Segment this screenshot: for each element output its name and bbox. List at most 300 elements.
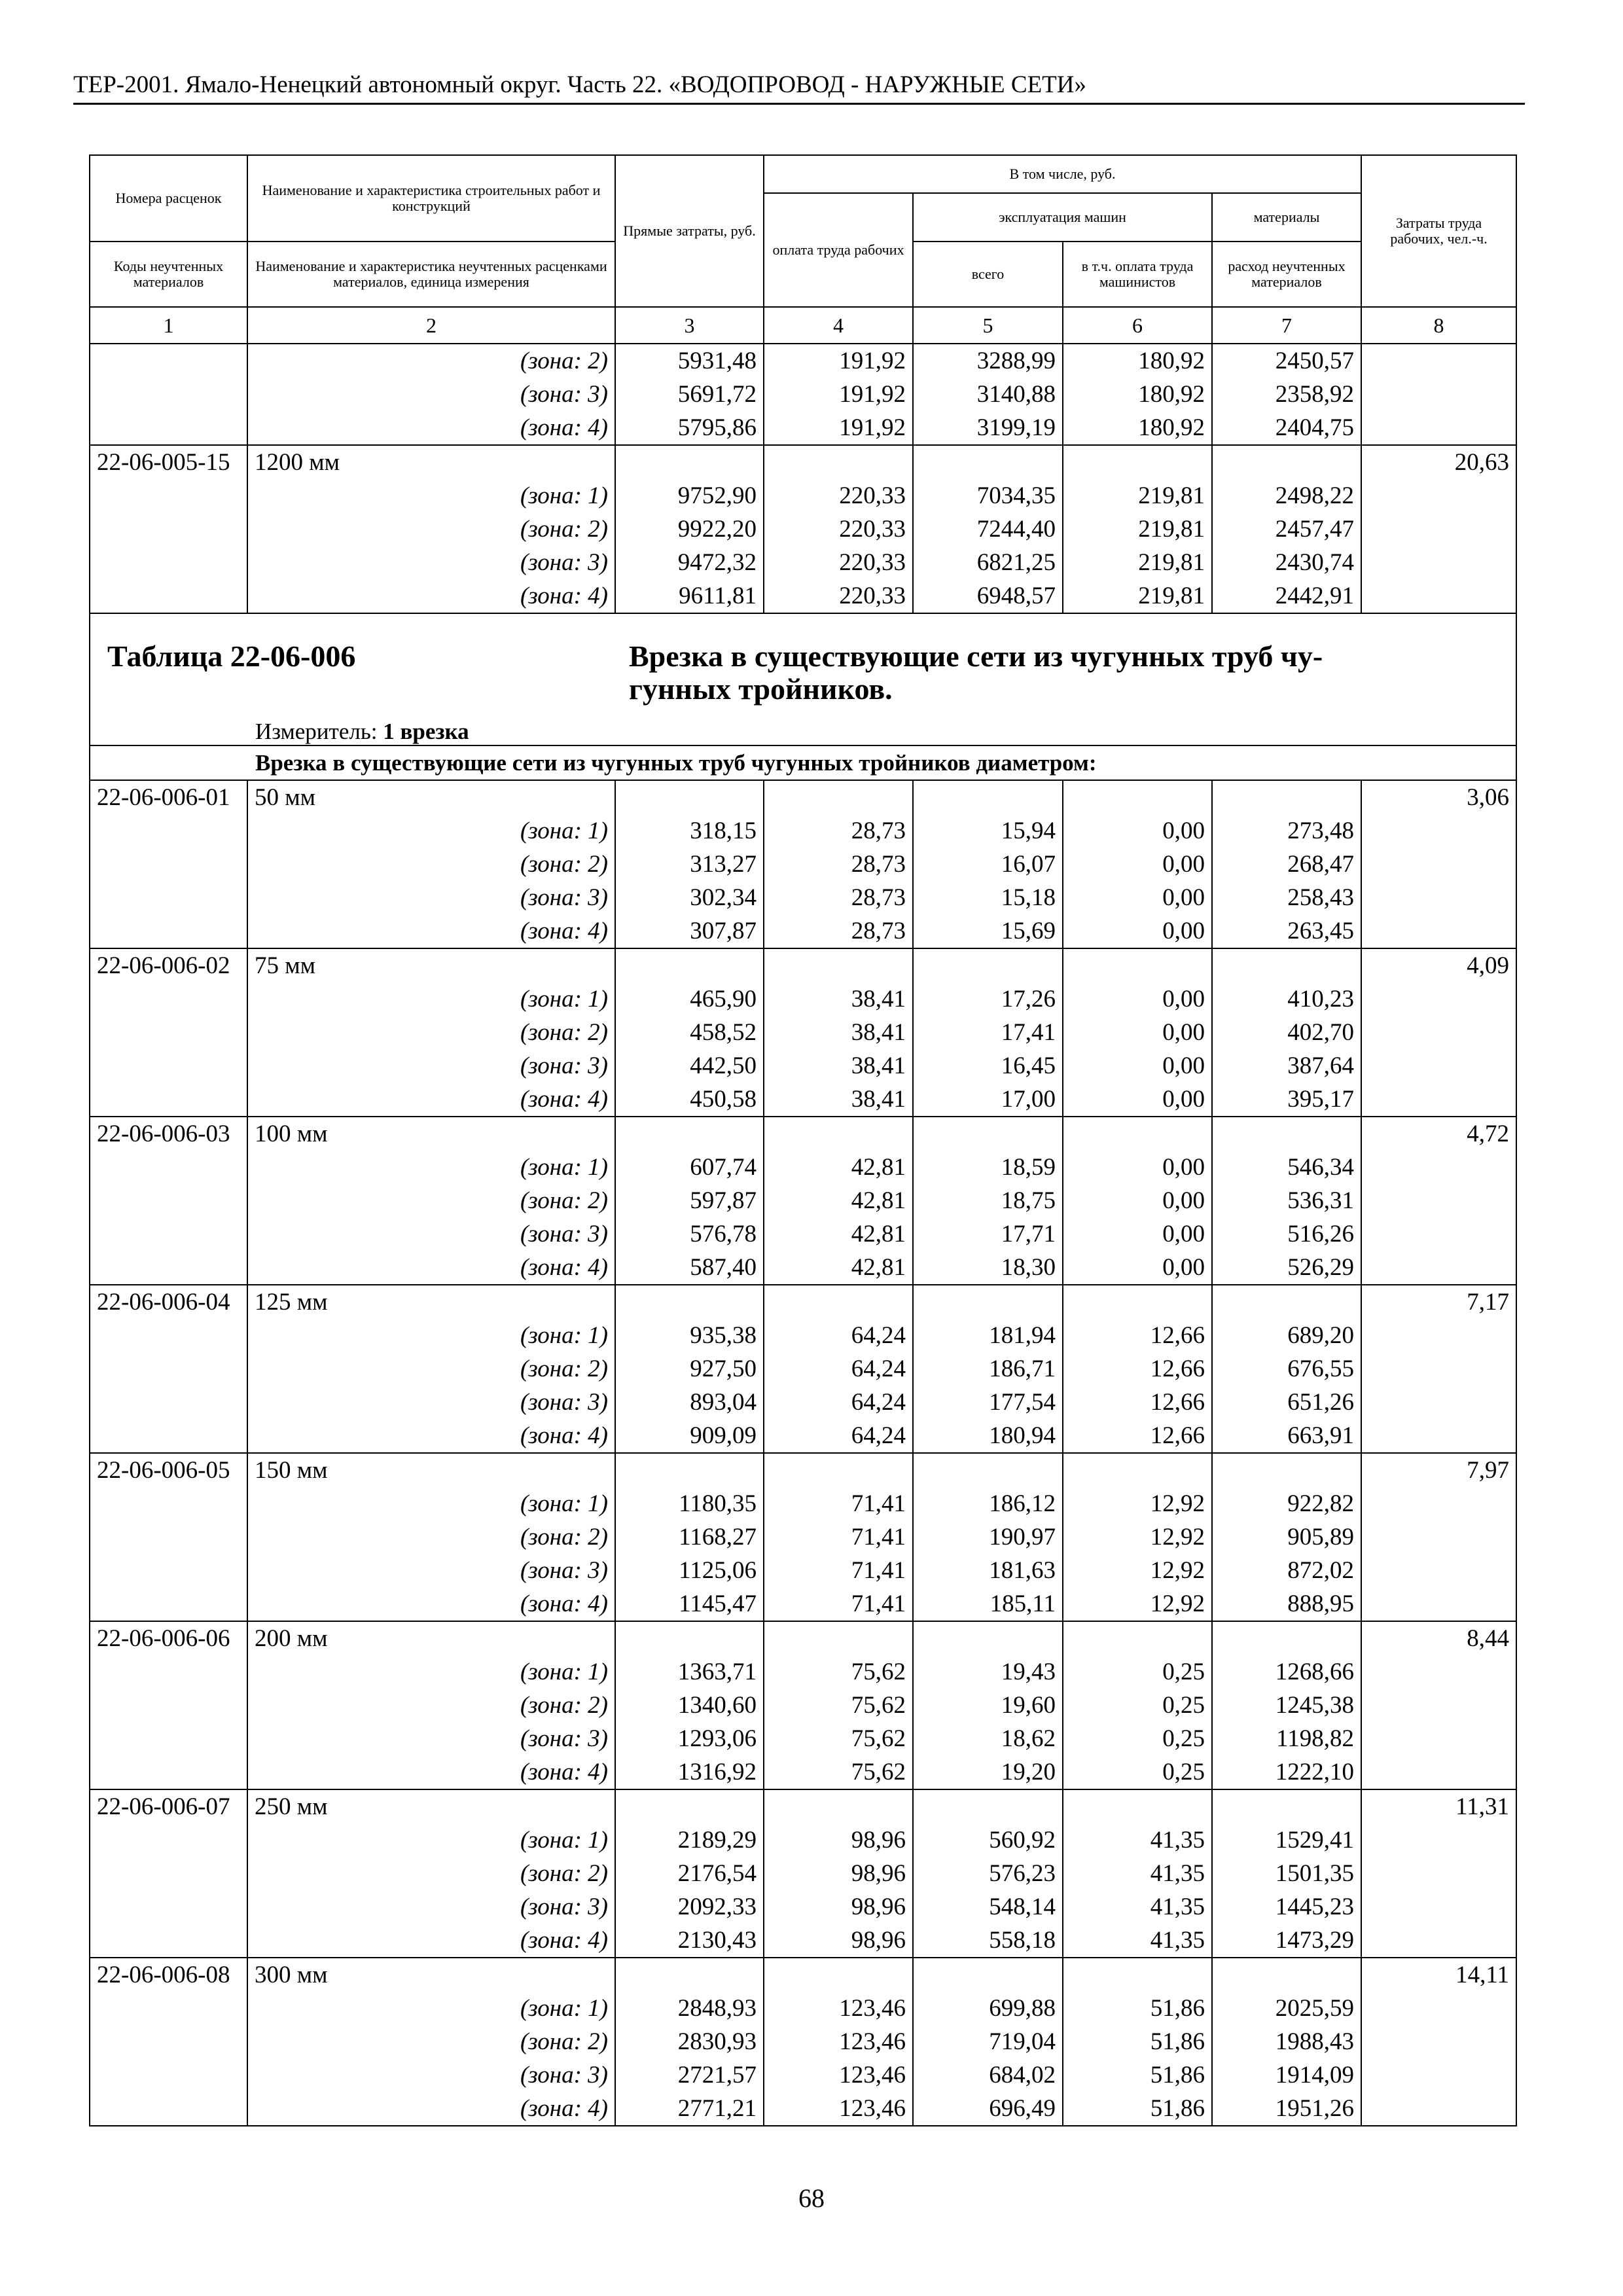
value-cell: 51,86 xyxy=(1063,1992,1212,2025)
zone-label: (зона: 1) xyxy=(247,814,615,848)
value-cell: 18,62 xyxy=(913,1722,1063,1755)
value-cell: 263,45 xyxy=(1212,914,1361,948)
value-cell: 98,96 xyxy=(764,1924,913,1958)
value-cell: 597,87 xyxy=(615,1184,764,1217)
value-cell: 318,15 xyxy=(615,814,764,848)
item-labor: 20,63 xyxy=(1361,445,1516,479)
value-cell: 1293,06 xyxy=(615,1722,764,1755)
empty-cell xyxy=(90,479,247,512)
value-cell: 38,41 xyxy=(764,1049,913,1083)
zone-label: (зона: 2) xyxy=(247,1520,615,1554)
zone-row xyxy=(90,1520,1516,1554)
value-cell: 123,46 xyxy=(764,1992,913,2025)
empty-cell xyxy=(90,814,247,848)
value-cell: 1501,35 xyxy=(1212,1857,1361,1890)
value-cell: 71,41 xyxy=(764,1554,913,1587)
empty-cell xyxy=(90,579,247,613)
value-cell: 2830,93 xyxy=(615,2025,764,2058)
value-cell: 12,66 xyxy=(1063,1386,1212,1419)
value-cell: 607,74 xyxy=(615,1151,764,1184)
item-name: 75 мм xyxy=(247,948,615,982)
empty-cell xyxy=(1212,948,1361,982)
zone-label: (зона: 2) xyxy=(247,1857,615,1890)
value-cell: 41,35 xyxy=(1063,1890,1212,1924)
value-cell: 180,92 xyxy=(1063,378,1212,411)
zone-row xyxy=(90,2058,1516,2092)
empty-cell xyxy=(1361,1857,1516,1890)
value-cell: 12,66 xyxy=(1063,1319,1212,1352)
value-cell: 219,81 xyxy=(1063,546,1212,579)
item-code: 22-06-006-04 xyxy=(90,1285,247,1319)
value-cell: 42,81 xyxy=(764,1184,913,1217)
value-cell: 1914,09 xyxy=(1212,2058,1361,2092)
empty-cell xyxy=(615,780,764,814)
zone-row xyxy=(90,1217,1516,1251)
empty-cell xyxy=(1361,1083,1516,1117)
value-cell: 6821,25 xyxy=(913,546,1063,579)
value-cell: 191,92 xyxy=(764,344,913,378)
value-cell: 1125,06 xyxy=(615,1554,764,1587)
value-cell: 41,35 xyxy=(1063,1924,1212,1958)
zone-label: (зона: 3) xyxy=(247,1890,615,1924)
empty-cell xyxy=(764,1453,913,1487)
zone-label: (зона: 3) xyxy=(247,1722,615,1755)
value-cell: 2189,29 xyxy=(615,1823,764,1857)
value-cell: 2771,21 xyxy=(615,2092,764,2126)
empty-cell xyxy=(1063,1117,1212,1151)
zone-row xyxy=(90,2092,1516,2126)
empty-cell xyxy=(90,1184,247,1217)
item-labor: 11,31 xyxy=(1361,1789,1516,1823)
empty-cell xyxy=(913,1285,1063,1319)
value-cell: 9611,81 xyxy=(615,579,764,613)
col-number: 6 xyxy=(1063,307,1212,344)
zone-row xyxy=(90,1319,1516,1352)
value-cell: 28,73 xyxy=(764,848,913,881)
value-cell: 38,41 xyxy=(764,982,913,1016)
item-labor: 3,06 xyxy=(1361,780,1516,814)
zone-label: (зона: 4) xyxy=(247,1083,615,1117)
empty-cell xyxy=(1212,1958,1361,1992)
value-cell: 268,47 xyxy=(1212,848,1361,881)
item-row xyxy=(90,1958,1516,1992)
item-row xyxy=(90,948,1516,982)
empty-cell xyxy=(90,1520,247,1554)
value-cell: 576,78 xyxy=(615,1217,764,1251)
value-cell: 41,35 xyxy=(1063,1823,1212,1857)
previous-items xyxy=(90,344,1516,613)
value-cell: 0,00 xyxy=(1063,1083,1212,1117)
value-cell: 1951,26 xyxy=(1212,2092,1361,2126)
value-cell: 560,92 xyxy=(913,1823,1063,1857)
item-row xyxy=(90,1285,1516,1319)
item-name: 1200 мм xyxy=(247,445,615,479)
value-cell: 123,46 xyxy=(764,2058,913,2092)
value-cell: 1340,60 xyxy=(615,1689,764,1722)
empty-cell xyxy=(90,1587,247,1621)
value-cell: 51,86 xyxy=(1063,2025,1212,2058)
zone-label: (зона: 3) xyxy=(247,1049,615,1083)
zone-row xyxy=(90,1386,1516,1419)
empty-cell xyxy=(913,1117,1063,1151)
running-header: ТЕР-2001. Ямало-Ненецкий автономный округ. Часть 22. «ВОДОПРОВОД - НАРУЖНЫЕ СЕТИ» xyxy=(73,71,1525,105)
value-cell: 1245,38 xyxy=(1212,1689,1361,1722)
value-cell: 546,34 xyxy=(1212,1151,1361,1184)
empty-cell xyxy=(90,982,247,1016)
col-total: всего xyxy=(913,242,1063,307)
empty-cell xyxy=(1361,2092,1516,2126)
item-row xyxy=(90,1789,1516,1823)
value-cell: 98,96 xyxy=(764,1890,913,1924)
zone-row xyxy=(90,848,1516,881)
value-cell: 219,81 xyxy=(1063,579,1212,613)
empty-cell xyxy=(1361,1722,1516,1755)
value-cell: 191,92 xyxy=(764,378,913,411)
zone-label: (зона: 4) xyxy=(247,1251,615,1285)
empty-cell xyxy=(764,445,913,479)
zone-label: (зона: 1) xyxy=(247,1655,615,1689)
value-cell: 2025,59 xyxy=(1212,1992,1361,2025)
empty-cell xyxy=(615,1621,764,1655)
empty-cell xyxy=(1212,1789,1361,1823)
value-cell: 12,92 xyxy=(1063,1587,1212,1621)
empty-cell xyxy=(1361,1151,1516,1184)
item-labor: 8,44 xyxy=(1361,1621,1516,1655)
value-cell: 2130,43 xyxy=(615,1924,764,1958)
value-cell: 17,71 xyxy=(913,1217,1063,1251)
value-cell: 220,33 xyxy=(764,479,913,512)
value-cell: 98,96 xyxy=(764,1857,913,1890)
zone-label: (зона: 2) xyxy=(247,2025,615,2058)
zone-row xyxy=(90,1083,1516,1117)
value-cell: 0,00 xyxy=(1063,848,1212,881)
value-cell: 41,35 xyxy=(1063,1857,1212,1890)
value-cell: 395,17 xyxy=(1212,1083,1361,1117)
item-name: 150 мм xyxy=(247,1453,615,1487)
value-cell: 935,38 xyxy=(615,1319,764,1352)
value-cell: 16,45 xyxy=(913,1049,1063,1083)
zone-label: (зона: 1) xyxy=(247,1487,615,1520)
value-cell: 0,25 xyxy=(1063,1722,1212,1755)
empty-cell xyxy=(90,1857,247,1890)
zone-row xyxy=(90,881,1516,914)
value-cell: 220,33 xyxy=(764,512,913,546)
table-title-line2: гунных тройников. xyxy=(629,672,893,706)
value-cell: 98,96 xyxy=(764,1823,913,1857)
value-cell: 0,00 xyxy=(1063,881,1212,914)
zone-label: (зона: 3) xyxy=(247,1386,615,1419)
value-cell: 51,86 xyxy=(1063,2092,1212,2126)
zone-label: (зона: 1) xyxy=(247,1823,615,1857)
zone-label: (зона: 2) xyxy=(247,344,615,378)
value-cell: 1145,47 xyxy=(615,1587,764,1621)
value-cell: 219,81 xyxy=(1063,479,1212,512)
value-cell: 1168,27 xyxy=(615,1520,764,1554)
empty-cell xyxy=(90,378,247,411)
col-number: 1 xyxy=(90,307,247,344)
empty-cell xyxy=(1361,914,1516,948)
value-cell: 71,41 xyxy=(764,1587,913,1621)
section-title: Врезка в существующие сети из чугунных труб чугунных тройников диаметром: xyxy=(90,745,1516,780)
value-cell: 18,75 xyxy=(913,1184,1063,1217)
value-cell: 38,41 xyxy=(764,1083,913,1117)
table-items xyxy=(90,780,1516,2126)
value-cell: 0,00 xyxy=(1063,1251,1212,1285)
empty-cell xyxy=(90,1016,247,1049)
col-codes: Коды неучтенных материалов xyxy=(90,242,247,307)
value-cell: 9752,90 xyxy=(615,479,764,512)
empty-cell xyxy=(1361,1520,1516,1554)
zone-row xyxy=(90,1352,1516,1386)
zone-row xyxy=(90,1251,1516,1285)
empty-cell xyxy=(90,881,247,914)
empty-cell xyxy=(90,1352,247,1386)
value-cell: 258,43 xyxy=(1212,881,1361,914)
value-cell: 2358,92 xyxy=(1212,378,1361,411)
value-cell: 9472,32 xyxy=(615,546,764,579)
col-mat-use: расход неучтенных материалов xyxy=(1212,242,1361,307)
item-code: 22-06-006-07 xyxy=(90,1789,247,1823)
empty-cell xyxy=(913,780,1063,814)
empty-cell xyxy=(764,1789,913,1823)
value-cell: 15,18 xyxy=(913,881,1063,914)
value-cell: 123,46 xyxy=(764,2092,913,2126)
value-cell: 696,49 xyxy=(913,2092,1063,2126)
col-materials: материалы xyxy=(1212,193,1361,242)
zone-label: (зона: 3) xyxy=(247,1217,615,1251)
col-number: 2 xyxy=(247,307,615,344)
empty-cell xyxy=(764,1621,913,1655)
empty-cell xyxy=(1361,1184,1516,1217)
item-name: 300 мм xyxy=(247,1958,615,1992)
empty-cell xyxy=(764,1117,913,1151)
zone-label: (зона: 3) xyxy=(247,1554,615,1587)
zone-row xyxy=(90,1857,1516,1890)
col-direct: Прямые затраты, руб. xyxy=(615,155,764,307)
empty-cell xyxy=(90,1319,247,1352)
value-cell: 1180,35 xyxy=(615,1487,764,1520)
empty-cell xyxy=(913,1453,1063,1487)
value-cell: 0,25 xyxy=(1063,1755,1212,1789)
value-cell: 12,66 xyxy=(1063,1419,1212,1453)
price-table xyxy=(89,154,1517,2126)
value-cell: 450,58 xyxy=(615,1083,764,1117)
empty-cell xyxy=(1063,445,1212,479)
zone-label: (зона: 4) xyxy=(247,2092,615,2126)
empty-cell xyxy=(913,445,1063,479)
zone-row xyxy=(90,1151,1516,1184)
empty-cell xyxy=(90,1890,247,1924)
empty-cell xyxy=(90,411,247,445)
value-cell: 16,07 xyxy=(913,848,1063,881)
value-cell: 307,87 xyxy=(615,914,764,948)
empty-cell xyxy=(1063,1285,1212,1319)
value-cell: 12,92 xyxy=(1063,1487,1212,1520)
empty-cell xyxy=(1063,1789,1212,1823)
empty-cell xyxy=(90,1924,247,1958)
value-cell: 64,24 xyxy=(764,1386,913,1419)
value-cell: 3199,19 xyxy=(913,411,1063,445)
empty-cell xyxy=(90,1251,247,1285)
value-cell: 3140,88 xyxy=(913,378,1063,411)
value-cell: 888,95 xyxy=(1212,1587,1361,1621)
value-cell: 2442,91 xyxy=(1212,579,1361,613)
value-cell: 558,18 xyxy=(913,1924,1063,1958)
value-cell: 927,50 xyxy=(615,1352,764,1386)
empty-cell xyxy=(90,344,247,378)
empty-cell xyxy=(764,1958,913,1992)
zone-row xyxy=(90,1655,1516,1689)
value-cell: 0,25 xyxy=(1063,1655,1212,1689)
empty-cell xyxy=(90,1083,247,1117)
zone-label: (зона: 4) xyxy=(247,914,615,948)
value-cell: 1222,10 xyxy=(1212,1755,1361,1789)
value-cell: 1988,43 xyxy=(1212,2025,1361,2058)
value-cell: 0,00 xyxy=(1063,1151,1212,1184)
zone-label: (зона: 2) xyxy=(247,512,615,546)
empty-cell xyxy=(90,2092,247,2126)
zone-row xyxy=(90,378,1516,411)
value-cell: 5931,48 xyxy=(615,344,764,378)
measure-label: Измеритель: xyxy=(255,719,383,744)
item-name: 250 мм xyxy=(247,1789,615,1823)
empty-cell xyxy=(1063,1453,1212,1487)
empty-cell xyxy=(90,1689,247,1722)
value-cell: 872,02 xyxy=(1212,1554,1361,1587)
zone-label: (зона: 3) xyxy=(247,378,615,411)
empty-cell xyxy=(1361,1554,1516,1587)
value-cell: 180,92 xyxy=(1063,344,1212,378)
value-cell: 2092,33 xyxy=(615,1890,764,1924)
empty-cell xyxy=(1361,512,1516,546)
item-labor: 4,09 xyxy=(1361,948,1516,982)
value-cell: 19,43 xyxy=(913,1655,1063,1689)
value-cell: 220,33 xyxy=(764,546,913,579)
value-cell: 526,29 xyxy=(1212,1251,1361,1285)
item-name: 125 мм xyxy=(247,1285,615,1319)
col-number: 4 xyxy=(764,307,913,344)
empty-cell xyxy=(1361,1587,1516,1621)
zone-row xyxy=(90,1722,1516,1755)
value-cell: 17,26 xyxy=(913,982,1063,1016)
empty-cell xyxy=(1361,1755,1516,1789)
empty-cell xyxy=(90,1049,247,1083)
empty-cell xyxy=(90,848,247,881)
empty-cell xyxy=(615,1958,764,1992)
zone-label: (зона: 4) xyxy=(247,1755,615,1789)
zone-row xyxy=(90,579,1516,613)
value-cell: 42,81 xyxy=(764,1217,913,1251)
value-cell: 9922,20 xyxy=(615,512,764,546)
empty-cell xyxy=(1361,848,1516,881)
value-cell: 18,59 xyxy=(913,1151,1063,1184)
empty-cell xyxy=(1361,1217,1516,1251)
table-label: Таблица 22-06-006 xyxy=(107,639,356,673)
col-labor: Затраты труда рабочих, чел.-ч. xyxy=(1361,155,1516,307)
value-cell: 0,00 xyxy=(1063,1217,1212,1251)
empty-cell xyxy=(1212,1117,1361,1151)
zone-row xyxy=(90,1755,1516,1789)
empty-cell xyxy=(90,546,247,579)
empty-cell xyxy=(90,1655,247,1689)
empty-cell xyxy=(1361,881,1516,914)
zone-row xyxy=(90,1924,1516,1958)
zone-label: (зона: 2) xyxy=(247,848,615,881)
zone-row xyxy=(90,1587,1516,1621)
value-cell: 12,66 xyxy=(1063,1352,1212,1386)
zone-row xyxy=(90,1890,1516,1924)
empty-cell xyxy=(1361,579,1516,613)
empty-cell xyxy=(1361,1049,1516,1083)
item-code: 22-06-006-01 xyxy=(90,780,247,814)
value-cell: 186,12 xyxy=(913,1487,1063,1520)
value-cell: 465,90 xyxy=(615,982,764,1016)
zone-label: (зона: 4) xyxy=(247,1419,615,1453)
value-cell: 387,64 xyxy=(1212,1049,1361,1083)
col-labor-pay: оплата труда рабочих xyxy=(764,193,913,307)
value-cell: 2176,54 xyxy=(615,1857,764,1890)
empty-cell xyxy=(1361,344,1516,378)
value-cell: 181,63 xyxy=(913,1554,1063,1587)
zone-row xyxy=(90,914,1516,948)
value-cell: 302,34 xyxy=(615,881,764,914)
zone-row xyxy=(90,1184,1516,1217)
empty-cell xyxy=(1212,1285,1361,1319)
value-cell: 2457,47 xyxy=(1212,512,1361,546)
value-cell: 190,97 xyxy=(913,1520,1063,1554)
value-cell: 51,86 xyxy=(1063,2058,1212,2092)
empty-cell xyxy=(1361,479,1516,512)
value-cell: 1473,29 xyxy=(1212,1924,1361,1958)
col-name-work: Наименование и характеристика строительных работ и конструкций xyxy=(247,155,615,242)
empty-cell xyxy=(90,1823,247,1857)
zone-row xyxy=(90,1689,1516,1722)
value-cell: 123,46 xyxy=(764,2025,913,2058)
item-name: 200 мм xyxy=(247,1621,615,1655)
item-labor: 7,97 xyxy=(1361,1453,1516,1487)
value-cell: 75,62 xyxy=(764,1689,913,1722)
zone-row xyxy=(90,1419,1516,1453)
empty-cell xyxy=(615,1285,764,1319)
item-code: 22-06-006-02 xyxy=(90,948,247,982)
col-number: 7 xyxy=(1212,307,1361,344)
column-numbers xyxy=(90,307,1516,344)
value-cell: 689,20 xyxy=(1212,1319,1361,1352)
value-cell: 1198,82 xyxy=(1212,1722,1361,1755)
value-cell: 536,31 xyxy=(1212,1184,1361,1217)
value-cell: 42,81 xyxy=(764,1251,913,1285)
item-labor: 14,11 xyxy=(1361,1958,1516,1992)
value-cell: 516,26 xyxy=(1212,1217,1361,1251)
col-number: 3 xyxy=(615,307,764,344)
empty-cell xyxy=(1212,445,1361,479)
value-cell: 28,73 xyxy=(764,814,913,848)
table-header xyxy=(90,155,1516,344)
zone-row xyxy=(90,2025,1516,2058)
value-cell: 1316,92 xyxy=(615,1755,764,1789)
value-cell: 0,25 xyxy=(1063,1689,1212,1722)
item-labor: 7,17 xyxy=(1361,1285,1516,1319)
item-row xyxy=(90,445,1516,479)
empty-cell xyxy=(90,1386,247,1419)
empty-cell xyxy=(90,1151,247,1184)
zone-label: (зона: 3) xyxy=(247,546,615,579)
col-machines: эксплуатация машин xyxy=(913,193,1212,242)
empty-cell xyxy=(1361,2058,1516,2092)
empty-cell xyxy=(615,445,764,479)
empty-cell xyxy=(913,948,1063,982)
zone-row xyxy=(90,344,1516,378)
